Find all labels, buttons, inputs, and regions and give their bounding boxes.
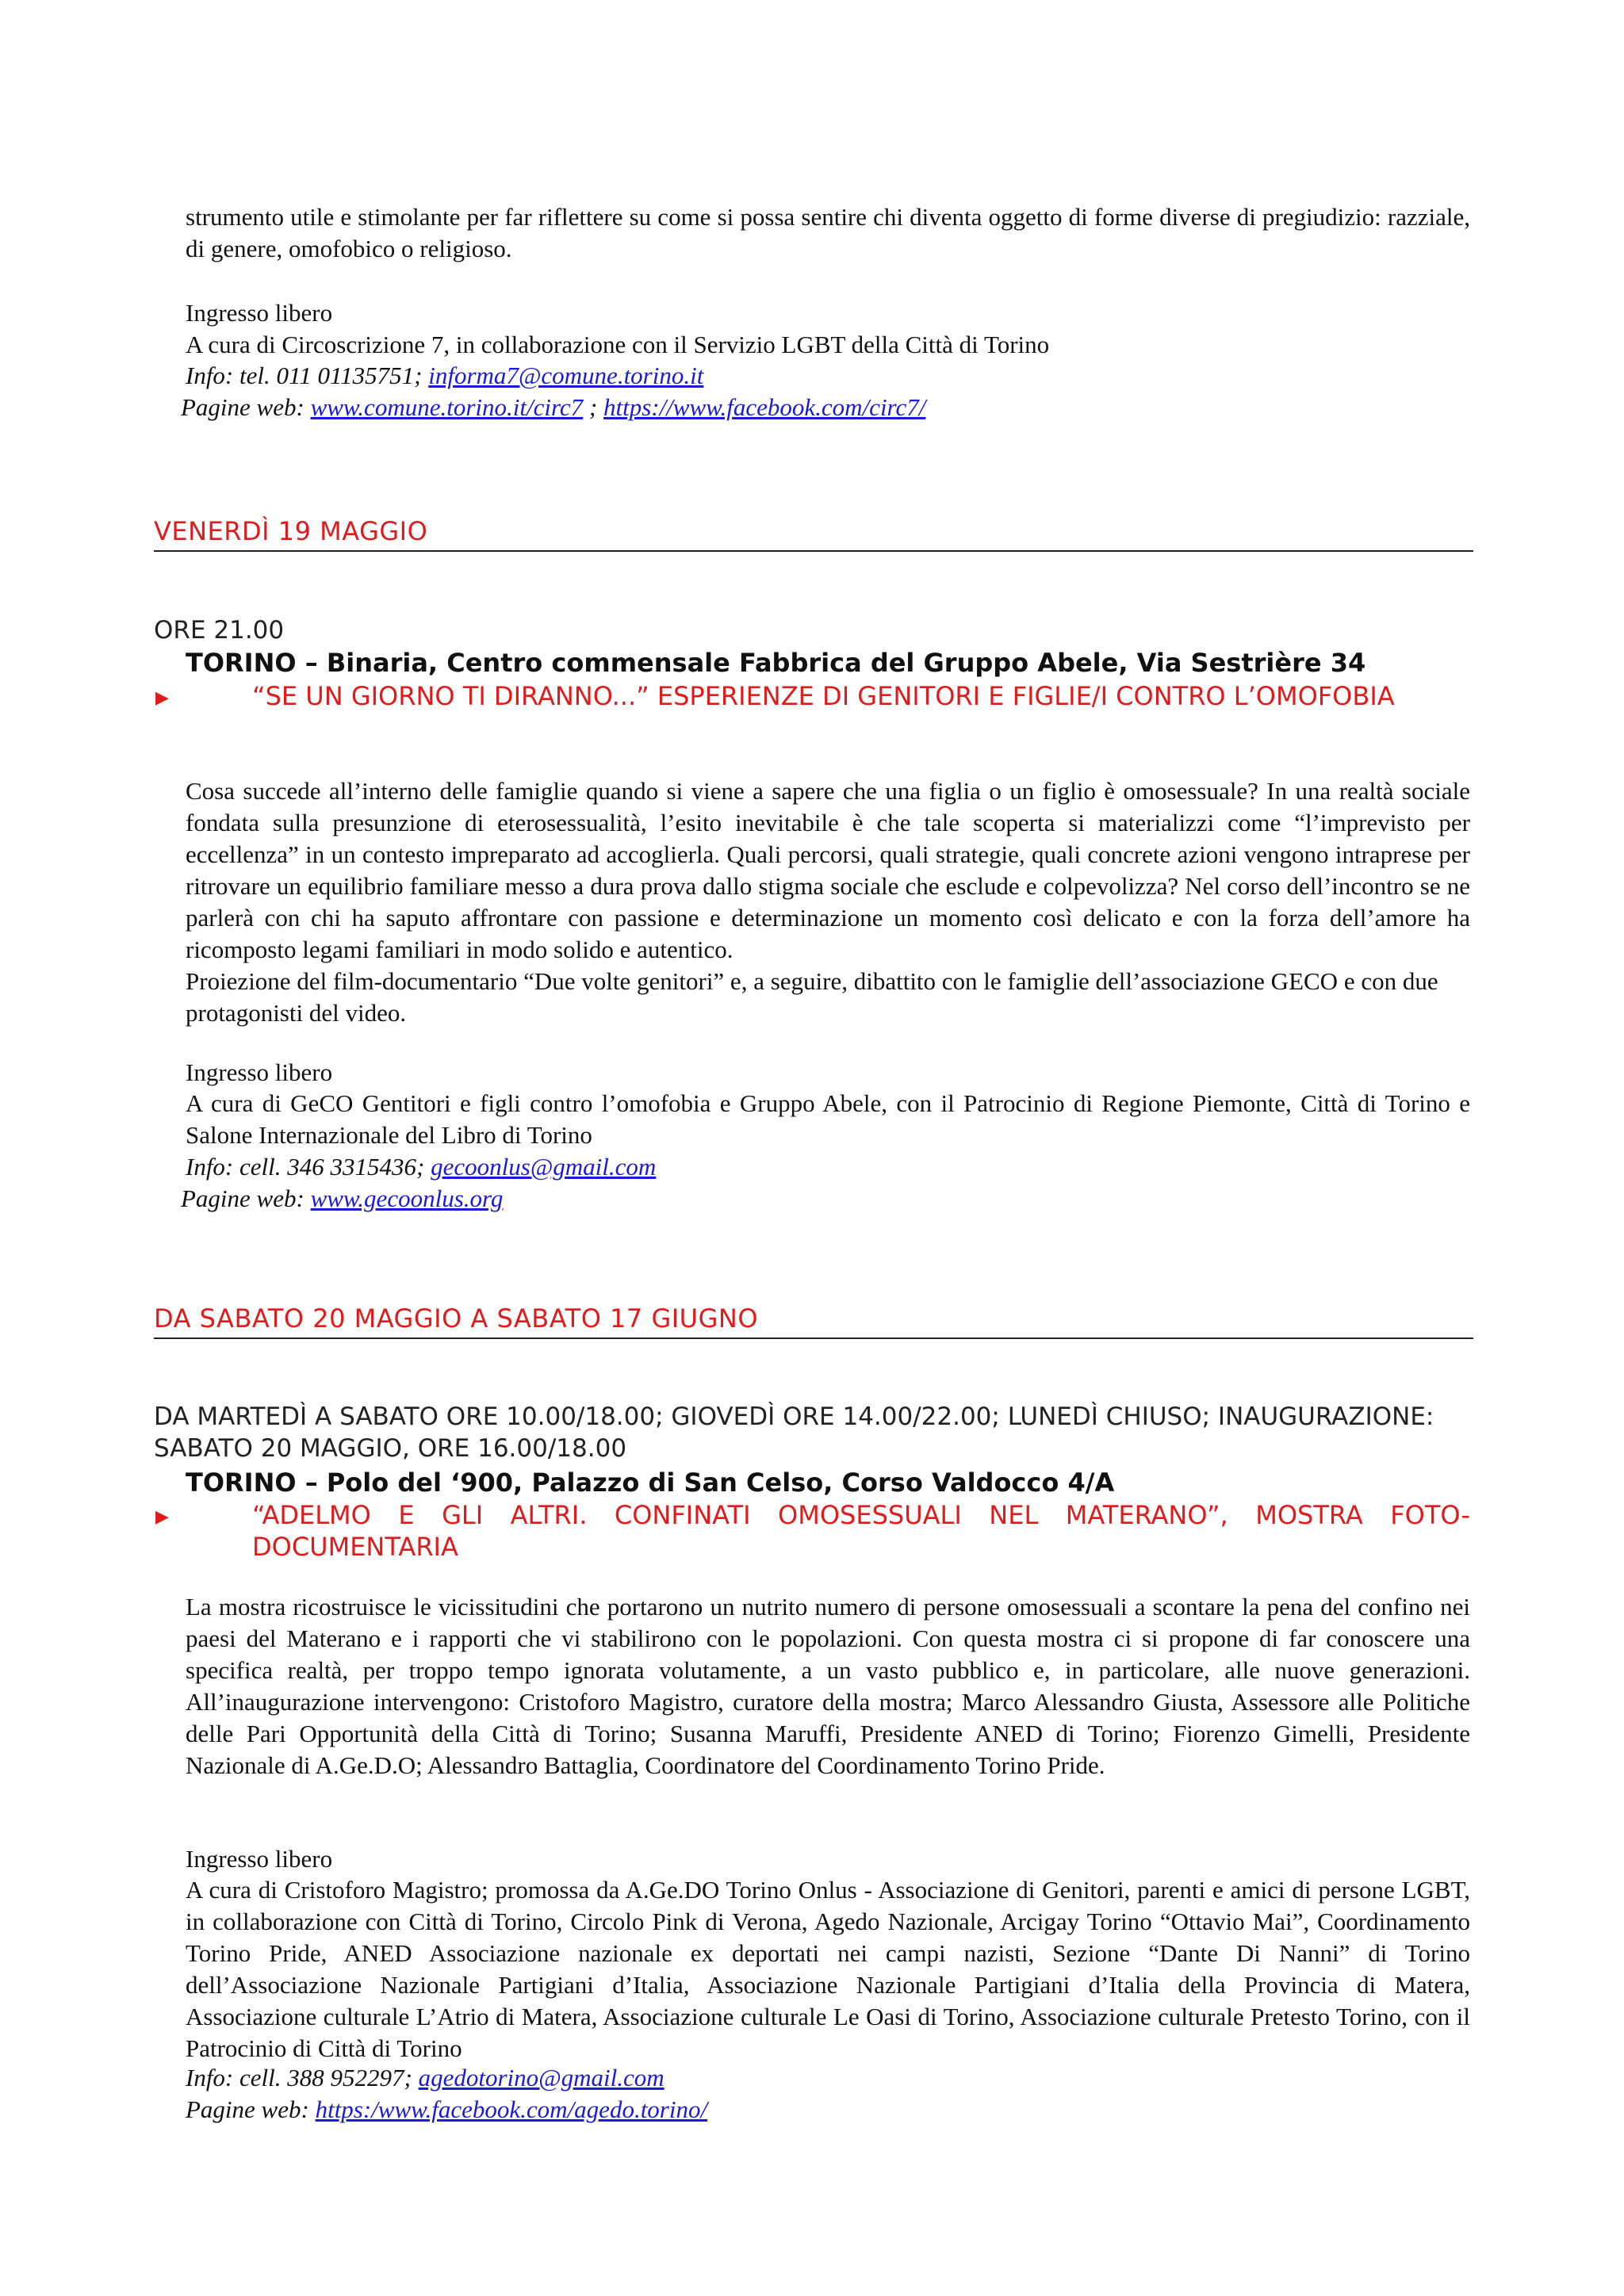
intro-info-label: Info: tel. 011 01135751; [186, 362, 429, 389]
event1-info-label: Info: cell. 346 3315436; [186, 1153, 431, 1181]
intro-entry: Ingresso libero [186, 299, 333, 327]
intro-info [186, 360, 703, 392]
event1-description-text-2: Proiezione del film-documentario “Due volte genitori” e, a seguire, dibattito con le famiglie dell’associazione GECO e con due protagonisti del video. [186, 967, 1438, 1027]
event2-bullet-icon: ▶ [155, 1506, 169, 1526]
event1-email-link[interactable]: gecoonlus@gmail.com [431, 1153, 657, 1181]
event2-web-link[interactable]: https:/www.facebook.com/agedo.torino/ [315, 2095, 708, 2123]
intro-web [181, 392, 925, 423]
event1-bullet-icon: ▶ [155, 687, 169, 707]
event2-info-label: Info: cell. 388 952297; [186, 2064, 419, 2091]
event2-info [186, 2062, 665, 2094]
event1-time: ORE 21.00 [154, 616, 285, 645]
event2-description-text: La mostra ricostruisce le vicissitudini che portarono un nutrito numero di persone omosessuali a scontare la pena del confino nei paesi del Materano e i rapporti che vi stabilirono con le popolazioni. Con questa mostra ci si propone di far conoscere una specifica realtà, per troppo tempo ignorata volutamente, a un vasto pubblico e, in particolare, alle nuove generazioni. All’inaugurazione intervengono: Cristoforo Magistro, curatore della mostra; Marco Alessandro Giusta, Assessore alle Politiche delle Pari Opportunità della Città di Torino; Susanna Maruffi, Presidente ANED di Torino; Fiorenzo Gimelli, Presidente Nazionale di A.Ge.D.O; Alessandro Battaglia, Coordinatore del Coordinamento Torino Pride. [186, 1593, 1470, 1779]
event1-description [186, 775, 1470, 1029]
event2-time: DA MARTEDÌ A SABATO ORE 10.00/18.00; GIOVEDÌ ORE 14.00/22.00; LUNEDÌ CHIUSO; INAUGURAZIONE: SABATO 20 MAGGIO, ORE 16.00/18.00 [154, 1402, 1434, 1463]
event1-venue: TORINO – Binaria, Centro commensale Fabbrica del Gruppo Abele, Via Sestrière 34 [186, 648, 1366, 678]
event2-web-label: Pagine web: [186, 2095, 316, 2123]
intro-paragraph: strumento utile e stimolante per far riflettere su come si possa sentire chi diventa oggetto di forme diverse di pregiudizio: razziale, di genere, omofobico o religioso. [186, 203, 1470, 262]
event1-web-label: Pagine web: [181, 1184, 311, 1212]
event1-web-link[interactable]: www.gecoonlus.org [310, 1184, 504, 1212]
intro-organizer: A cura di Circoscrizione 7, in collaborazione con il Servizio LGBT della Città di Torino [186, 331, 1050, 358]
intro-web-link-2[interactable]: https://www.facebook.com/circ7/ [603, 393, 926, 421]
event2-organizer: A cura di Cristoforo Magistro; promossa da A.Ge.DO Torino Onlus - Associazione di Genitori, parenti e amici di persone LGBT, in collaborazione con Città di Torino, Circolo Pink di Verona, Agedo Nazionale, Arcigay Torino “Ottavio Mai”, Coordinamento Torino Pride, ANED Associazione nazionale ex deportati nei campi nazisti, Sezione “Dante Di Nanni” di Torino dell’Associazione Nazionale Partigiani d’Italia, Associazione Nazionale Partigiani d’Italia della Provincia di Matera, Associazione culturale L’Atrio di Matera, Associazione culturale Le Oasi di Torino, Associazione culturale Pretesto Torino, con il Patrocinio di Città di Torino [186, 1876, 1470, 2062]
event1-entry: Ingresso libero [186, 1058, 333, 1086]
intro-web-separator: ; [583, 393, 603, 421]
intro-web-label: Pagine web: [181, 393, 311, 421]
event2-email-link[interactable]: agedotorino@gmail.com [418, 2064, 665, 2091]
event1-organizer: A cura di GeCO Gentitori e figli contro l’omofobia e Gruppo Abele, con il Patrocinio di Regione Piemonte, Città di Torino e Salone Internazionale del Libro di Torino [186, 1089, 1470, 1149]
event1-web [181, 1183, 503, 1215]
intro-email-link[interactable]: informa7@comune.torino.it [428, 362, 704, 389]
event1-title: “SE UN GIORNO TI DIRANNO...” ESPERIENZE DI GENITORI E FIGLIE/I CONTRO L’OMOFOBIA [252, 681, 1395, 711]
event2-title: “ADELMO E GLI ALTRI. CONFINATI OMOSESSUALI NEL MATERANO”, MOSTRA FOTO-DOCUMENTARIA [252, 1500, 1470, 1562]
event1-description-text: Cosa succede all’interno delle famiglie quando si viene a sapere che una figlia o un figlio è omosessuale? In una realtà sociale fondata sulla presunzione di eterosessualità, l’esito inevitabile è che tale scoperta si materializzi come “l’imprevisto per eccellenza” in un contesto impreparato ad accoglierla. Quali percorsi, quali strategie, quali concrete azioni vengono intraprese per ritrovare un equilibrio familiare messo a dura prova dallo stigma sociale che esclude e colpevolizza? Nel corso dell’incontro se ne parlerà con chi ha saputo affrontare con passione e determinazione un momento così delicato e con la forza dell’amore ha ricomposto legami familiari in modo solido e autentico. [186, 777, 1470, 963]
event2-web [186, 2094, 707, 2126]
event2-entry: Ingresso libero [186, 1845, 333, 1873]
event1-date-heading: VENERDÌ 19 MAGGIO [154, 515, 1473, 552]
event2-venue: TORINO – Polo del ‘900, Palazzo di San Celso, Corso Valdocco 4/A [186, 1468, 1115, 1498]
event2-date-heading: DA SABATO 20 MAGGIO A SABATO 17 GIUGNO [154, 1303, 1473, 1339]
event2-description [186, 1591, 1470, 1781]
event1-info [186, 1151, 656, 1183]
intro-web-link-1[interactable]: www.comune.torino.it/circ7 [310, 393, 584, 421]
